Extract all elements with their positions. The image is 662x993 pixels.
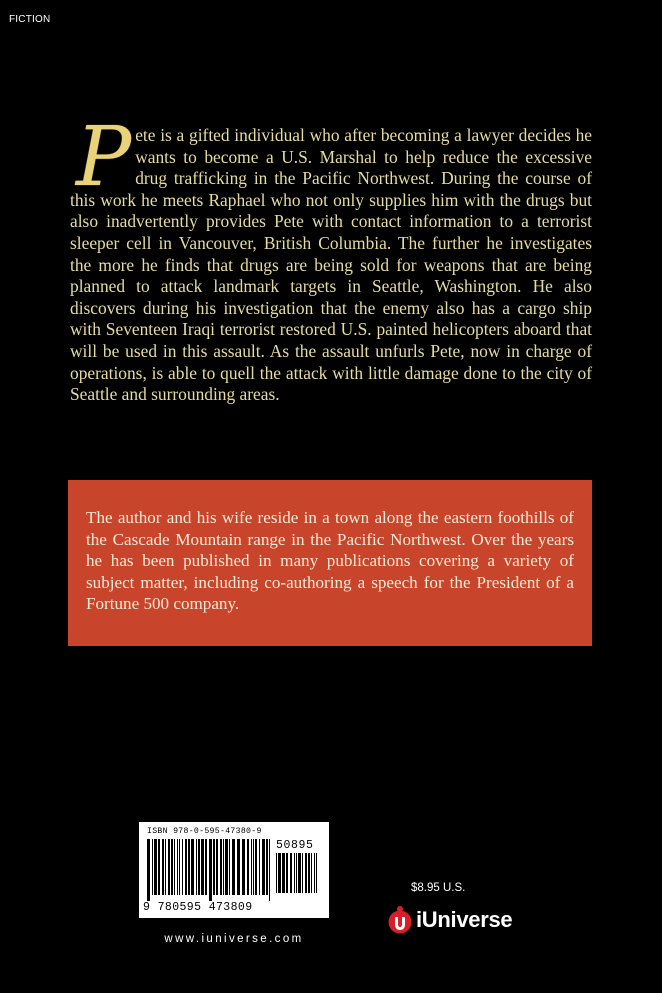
barcode-bar (290, 853, 292, 893)
barcode-bar (242, 839, 245, 895)
price-label: $8.95 U.S. (411, 882, 466, 894)
barcode-bar (196, 839, 197, 895)
barcode-bar (223, 839, 224, 895)
barcode-bar (216, 839, 218, 895)
ean-barcode-bars (147, 839, 273, 901)
publisher-name: iUniverse (416, 907, 513, 932)
barcode-bar (162, 839, 164, 895)
drop-cap: P (76, 110, 132, 205)
barcode-bar (255, 839, 257, 895)
barcode-bar (168, 839, 170, 895)
ean-digits: 9 780595 473809 (143, 901, 253, 914)
barcode-bar (282, 853, 285, 893)
barcode-bar (179, 839, 180, 895)
barcode-bar (237, 839, 240, 895)
isbn-barcode (139, 822, 329, 918)
barcode-bar (266, 839, 268, 895)
barcode-bar (296, 853, 297, 893)
author-bio-box (68, 480, 592, 646)
barcode-bar (191, 839, 194, 895)
barcode-bar (209, 839, 212, 901)
genre-label: FICTION (9, 14, 51, 25)
barcode-bar (251, 839, 252, 895)
barcode-bar (154, 839, 157, 895)
barcode-bar (213, 839, 215, 895)
barcode-bar (201, 839, 204, 895)
barcode-bar (269, 839, 270, 901)
barcode-bar (311, 853, 312, 893)
barcode-bar (247, 839, 249, 895)
barcode-bar (305, 853, 307, 893)
barcode-bar (278, 853, 281, 893)
barcode-bar (262, 839, 265, 895)
barcode-bar (152, 839, 153, 895)
barcode-bar (165, 839, 166, 895)
publisher-logo (386, 902, 512, 938)
price-code: 50895 (276, 839, 314, 852)
barcode-bar (253, 839, 254, 895)
barcode-bar (174, 839, 175, 895)
barcode-bar (302, 853, 303, 893)
barcode-bar (171, 839, 173, 895)
barcode-bar (147, 839, 150, 901)
author-bio-text: The author and his wife reside in a town along the eastern foothills of the Cascade Mountain range in the Pacific Northwest. Over the years he has been published in many publications covering a variety of subject matter, including co-authoring a speech for the President of a Fortune 500 company. (86, 508, 574, 614)
barcode-bar (177, 839, 178, 895)
publisher-website: www.iuniverse.com (164, 933, 304, 945)
isbn-label: ISBN 978-0-595-47380-9 (147, 827, 262, 836)
barcode-bar (182, 839, 183, 895)
barcode-bar (294, 853, 295, 893)
barcode-bar (225, 839, 228, 895)
barcode-bar (298, 853, 301, 893)
barcode-bar (188, 839, 190, 895)
barcode-bar (220, 839, 222, 895)
barcode-bar (276, 853, 277, 893)
iuniverse-logo-icon (386, 905, 414, 935)
barcode-bar (286, 853, 288, 893)
barcode-bar (232, 839, 235, 895)
barcode-bar (205, 839, 207, 895)
barcode-bar (316, 853, 317, 893)
blurb-text: ete is a gifted individual who after becoming a lawyer decides he wants to become a U.S. Marshal to help reduce the excessive drug trafficking in the Pacific Northwest. During the course of this work he meets Raphael who not only supplies him with the drugs but also inadvertently provides Pete with contact information to a terrorist sleeper cell in Vancouver, British Columbia. The further he investigates the more he finds that drugs are being sold for weapons that are being planned to attack landmark targets in Seattle, Washington. He also discovers during his investigation that the enemy also has a cargo ship with Seventeen Iraqi terrorist restored U.S. painted helicopters aboard that will be used in this assault. As the assault unfurls Pete, now in charge of operations, is able to quell the attack with little damage done to the city of Seattle and surrounding areas. (70, 125, 592, 405)
book-blurb (70, 110, 592, 406)
barcode-bar (308, 853, 310, 893)
barcode-bar (314, 853, 315, 893)
barcode-bar (259, 839, 260, 895)
barcode-bar (185, 839, 187, 895)
barcode-bar (229, 839, 230, 895)
barcode-bar (198, 839, 200, 895)
addon-barcode-bars (276, 853, 322, 913)
barcode-bar (158, 839, 160, 895)
